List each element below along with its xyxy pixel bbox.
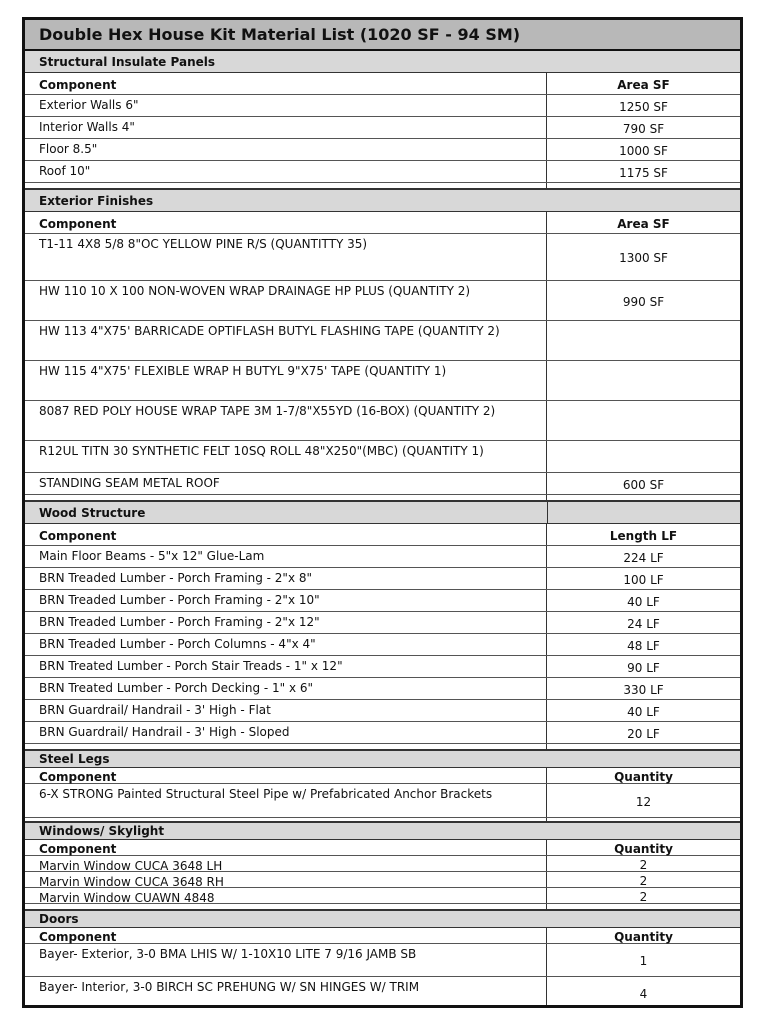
value-cell: 12: [635, 794, 652, 809]
document-title: Double Hex House Kit Material List (1020 SF - 94 SM): [25, 20, 740, 51]
component-cell: HW 113 4"X75' BARRICADE OPTIFLASH BUTYL FLASHING TAPE (QUANTITY 2): [25, 321, 547, 360]
value-cell: 1000 SF: [619, 143, 668, 158]
section-header-wood: [25, 502, 740, 524]
column-header-value: Length LF: [609, 528, 678, 543]
value-cell: 24 LF: [627, 616, 660, 631]
value-cell: 40 LF: [627, 704, 660, 719]
table-row: [25, 856, 740, 872]
value-cell: [547, 321, 740, 360]
table-row: [25, 546, 740, 568]
value-cell: 990 SF: [622, 294, 665, 309]
table-row: [25, 361, 740, 401]
component-cell: BRN Treated Lumber - Porch Decking - 1" x 6": [25, 678, 547, 699]
component-cell: BRN Treaded Lumber - Porch Framing - 2"x 8": [25, 568, 547, 589]
value-cell: 2: [639, 873, 648, 888]
value-cell: [547, 361, 740, 400]
table-row: [25, 117, 740, 139]
value-cell: 100 LF: [623, 572, 664, 587]
table-row: [25, 888, 740, 904]
column-header-value: Area SF: [617, 77, 670, 92]
value-cell: 2: [639, 857, 648, 872]
column-header-component: Component: [25, 840, 547, 855]
section-spacer: [25, 904, 740, 911]
component-cell: BRN Treaded Lumber - Porch Framing - 2"x 12": [25, 612, 547, 633]
value-cell: 600 SF: [622, 477, 665, 492]
table-row: [25, 700, 740, 722]
value-cell: 2: [639, 889, 648, 904]
component-cell: STANDING SEAM METAL ROOF: [25, 473, 547, 494]
table-row: [25, 568, 740, 590]
column-header-component: Component: [25, 524, 547, 545]
column-header-value: Quantity: [614, 841, 673, 856]
component-cell: 8087 RED POLY HOUSE WRAP TAPE 3M 1-7/8"X55YD (16-BOX) (QUANTITY 2): [25, 401, 547, 440]
column-header-row: [25, 928, 740, 944]
table-row: [25, 161, 740, 183]
value-cell: 790 SF: [622, 121, 665, 136]
column-header-row: [25, 768, 740, 784]
value-cell: [547, 401, 740, 440]
section-spacer: [25, 183, 740, 190]
component-cell: BRN Treaded Lumber - Porch Framing - 2"x 10": [25, 590, 547, 611]
column-header-component: Component: [25, 212, 547, 233]
component-cell: Marvin Window CUCA 3648 RH: [25, 872, 547, 887]
table-row: [25, 678, 740, 700]
component-cell: HW 115 4"X75' FLEXIBLE WRAP H BUTYL 9"X75' TAPE (QUANTITY 1): [25, 361, 547, 400]
component-cell: BRN Guardrail/ Handrail - 3' High - Flat: [25, 700, 547, 721]
table-row: [25, 321, 740, 361]
table-row: [25, 612, 740, 634]
column-header-row: [25, 840, 740, 856]
component-cell: Floor 8.5": [25, 139, 547, 160]
value-cell: 1250 SF: [619, 99, 668, 114]
column-header-value: Area SF: [617, 216, 670, 231]
column-header-component: Component: [25, 928, 547, 943]
component-cell: Marvin Window CUCA 3648 LH: [25, 856, 547, 871]
value-cell: 4: [639, 987, 648, 1001]
table-row: [25, 281, 740, 321]
section-title-wood: Wood Structure: [39, 502, 548, 523]
column-header-row: [25, 73, 740, 95]
table-row: [25, 441, 740, 473]
section-header-steel: Steel Legs: [25, 751, 740, 768]
component-cell: BRN Treated Lumber - Porch Stair Treads - 1" x 12": [25, 656, 547, 677]
value-cell: 330 LF: [623, 682, 664, 697]
table-row: [25, 656, 740, 678]
column-header-value: Quantity: [614, 929, 673, 944]
table-row: [25, 722, 740, 744]
table-row: [25, 590, 740, 612]
value-cell: 90 LF: [627, 660, 660, 675]
component-cell: Interior Walls 4": [25, 117, 547, 138]
table-row: [25, 139, 740, 161]
value-cell: 1175 SF: [619, 165, 668, 180]
component-cell: Bayer- Exterior, 3-0 BMA LHIS W/ 1-10X10 LITE 7 9/16 JAMB SB: [25, 944, 547, 976]
section-header-windows: Windows/ Skylight: [25, 823, 740, 840]
component-cell: HW 110 10 X 100 NON-WOVEN WRAP DRAINAGE HP PLUS (QUANTITY 2): [25, 281, 547, 320]
table-row: [25, 784, 740, 818]
component-cell: BRN Guardrail/ Handrail - 3' High - Sloped: [25, 722, 547, 743]
value-cell: 48 LF: [627, 638, 660, 653]
component-cell: R12UL TITN 30 SYNTHETIC FELT 10SQ ROLL 48"X250"(MBC) (QUANTITY 1): [25, 441, 547, 472]
section-spacer: [25, 495, 740, 502]
column-header-component: Component: [25, 768, 547, 783]
component-cell: Exterior Walls 6": [25, 95, 547, 116]
section-spacer: [25, 744, 740, 751]
column-header-row: [25, 524, 740, 546]
component-cell: Bayer- Interior, 3-0 BIRCH SC PREHUNG W/ SN HINGES W/ TRIM: [25, 977, 547, 1008]
component-cell: BRN Treaded Lumber - Porch Columns - 4"x 4": [25, 634, 547, 655]
section-header-doors: Doors: [25, 911, 740, 928]
table-row: [25, 977, 740, 1008]
table-row: [25, 872, 740, 888]
table-row: [25, 234, 740, 281]
table-row: [25, 944, 740, 977]
value-cell: 1300 SF: [619, 251, 668, 265]
component-cell: Main Floor Beams - 5"x 12" Glue-Lam: [25, 546, 547, 567]
table-row: [25, 473, 740, 495]
component-cell: Marvin Window CUAWN 4848: [25, 888, 547, 903]
section-header-sip: Structural Insulate Panels: [25, 51, 740, 73]
component-cell: Roof 10": [25, 161, 547, 182]
table-row: [25, 634, 740, 656]
component-cell: T1-11 4X8 5/8 8"OC YELLOW PINE R/S (QUANTITTY 35): [25, 234, 547, 280]
column-header-value: Quantity: [614, 769, 673, 784]
table-row: [25, 95, 740, 117]
value-cell: [547, 441, 740, 472]
value-cell: 40 LF: [627, 594, 660, 609]
section-header-exterior: Exterior Finishes: [25, 190, 740, 212]
component-cell: 6-X STRONG Painted Structural Steel Pipe w/ Prefabricated Anchor Brackets: [25, 784, 547, 817]
column-header-component: Component: [25, 73, 547, 94]
column-header-row: [25, 212, 740, 234]
value-cell: 1: [639, 954, 648, 968]
value-cell: 20 LF: [627, 726, 660, 741]
value-cell: 224 LF: [623, 550, 664, 565]
table-row: [25, 401, 740, 441]
material-list-table: [22, 17, 743, 1008]
